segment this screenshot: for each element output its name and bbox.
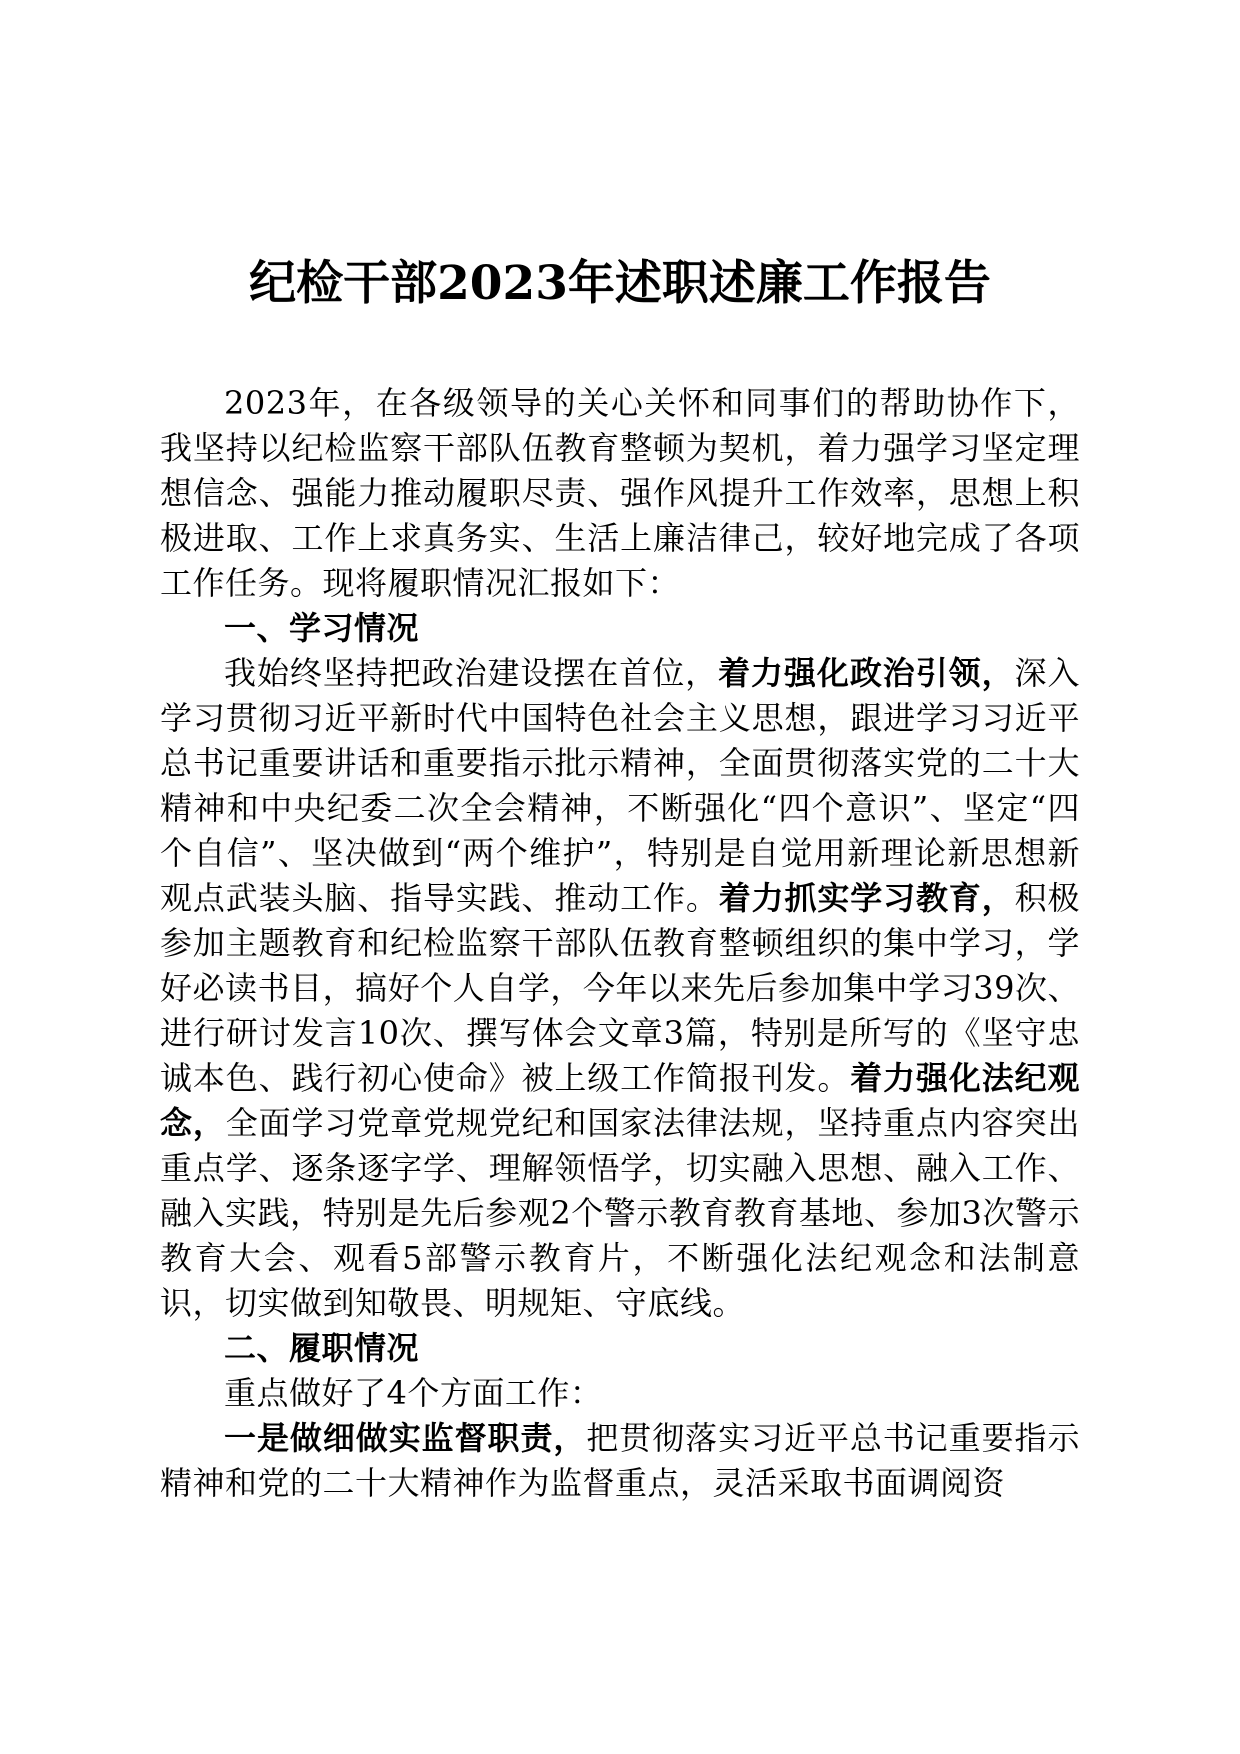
paragraph-text: 2023年，在各级领导的关心关怀和同事们的帮助协作下，我坚持以纪检监察干部队伍教育整顿为契机，着力强学习坚定理想信念、强能力推动履职尽责、强作风提升工作效率，思想上积极进取、工作上求真务实、生活上廉洁律己，较好地完成了各项工作任务。现将履职情况汇报如下： (160, 384, 1080, 602)
paragraph-text: 我始终坚持把政治建设摆在首位， (224, 654, 719, 692)
section-heading-text: 二、履职情况 (224, 1329, 420, 1367)
emphasis-text: 着力强化法纪观念， (160, 1059, 1080, 1142)
document-body (160, 381, 1080, 1506)
section-heading-text: 一、学习情况 (224, 609, 420, 647)
paragraph-duties-intro (160, 1371, 1080, 1416)
paragraph-duty-1 (160, 1416, 1080, 1506)
paragraph-text: 全面学习党章党规党纪和国家法律法规，坚持重点内容突出重点学、逐条逐字学、理解领悟学，切实融入思想、融入工作、融入实践，特别是先后参观2个警示教育教育基地、参加3次警示教育大会、观看5部警示教育片，不断强化法纪观念和法制意识，切实做到知敬畏、明规矩、守底线。 (160, 1104, 1080, 1322)
emphasis-text: 着力抓实学习教育， (718, 879, 1015, 917)
section-heading-duties (160, 1326, 1080, 1371)
paragraph-text: 深入学习贯彻习近平新时代中国特色社会主义思想，跟进学习习近平总书记重要讲话和重要指示批示精神，全面贯彻落实党的二十大精神和中央纪委二次全会精神，不断强化“四个意识”、坚定“四个自信”、坚决做到“两个维护”，特别是自觉用新理论新思想新观点武装头脑、指导实践、推动工作。 (160, 654, 1080, 917)
emphasis-text: 着力强化政治引领， (718, 654, 1015, 692)
paragraph-text: 把贯彻落实习近平总书记重要指示精神和党的二十大精神作为监督重点，灵活采取书面调阅资 (160, 1419, 1080, 1502)
paragraph-text: 积极参加主题教育和纪检监察干部队伍教育整顿组织的集中学习，学好必读书目，搞好个人自学，今年以来先后参加集中学习39次、进行研讨发言10次、撰写体会文章3篇，特别是所写的《坚守忠诚本色、践行初心使命》被上级工作简报刊发。 (160, 879, 1080, 1097)
paragraph-intro (160, 381, 1080, 606)
paragraph-study (160, 651, 1080, 1326)
section-heading-study (160, 606, 1080, 651)
document-title: 纪检干部2023年述职述廉工作报告 (249, 256, 991, 311)
emphasis-text: 一是做细做实监督职责， (224, 1419, 587, 1457)
paragraph-text: 重点做好了4个方面工作： (224, 1374, 603, 1412)
